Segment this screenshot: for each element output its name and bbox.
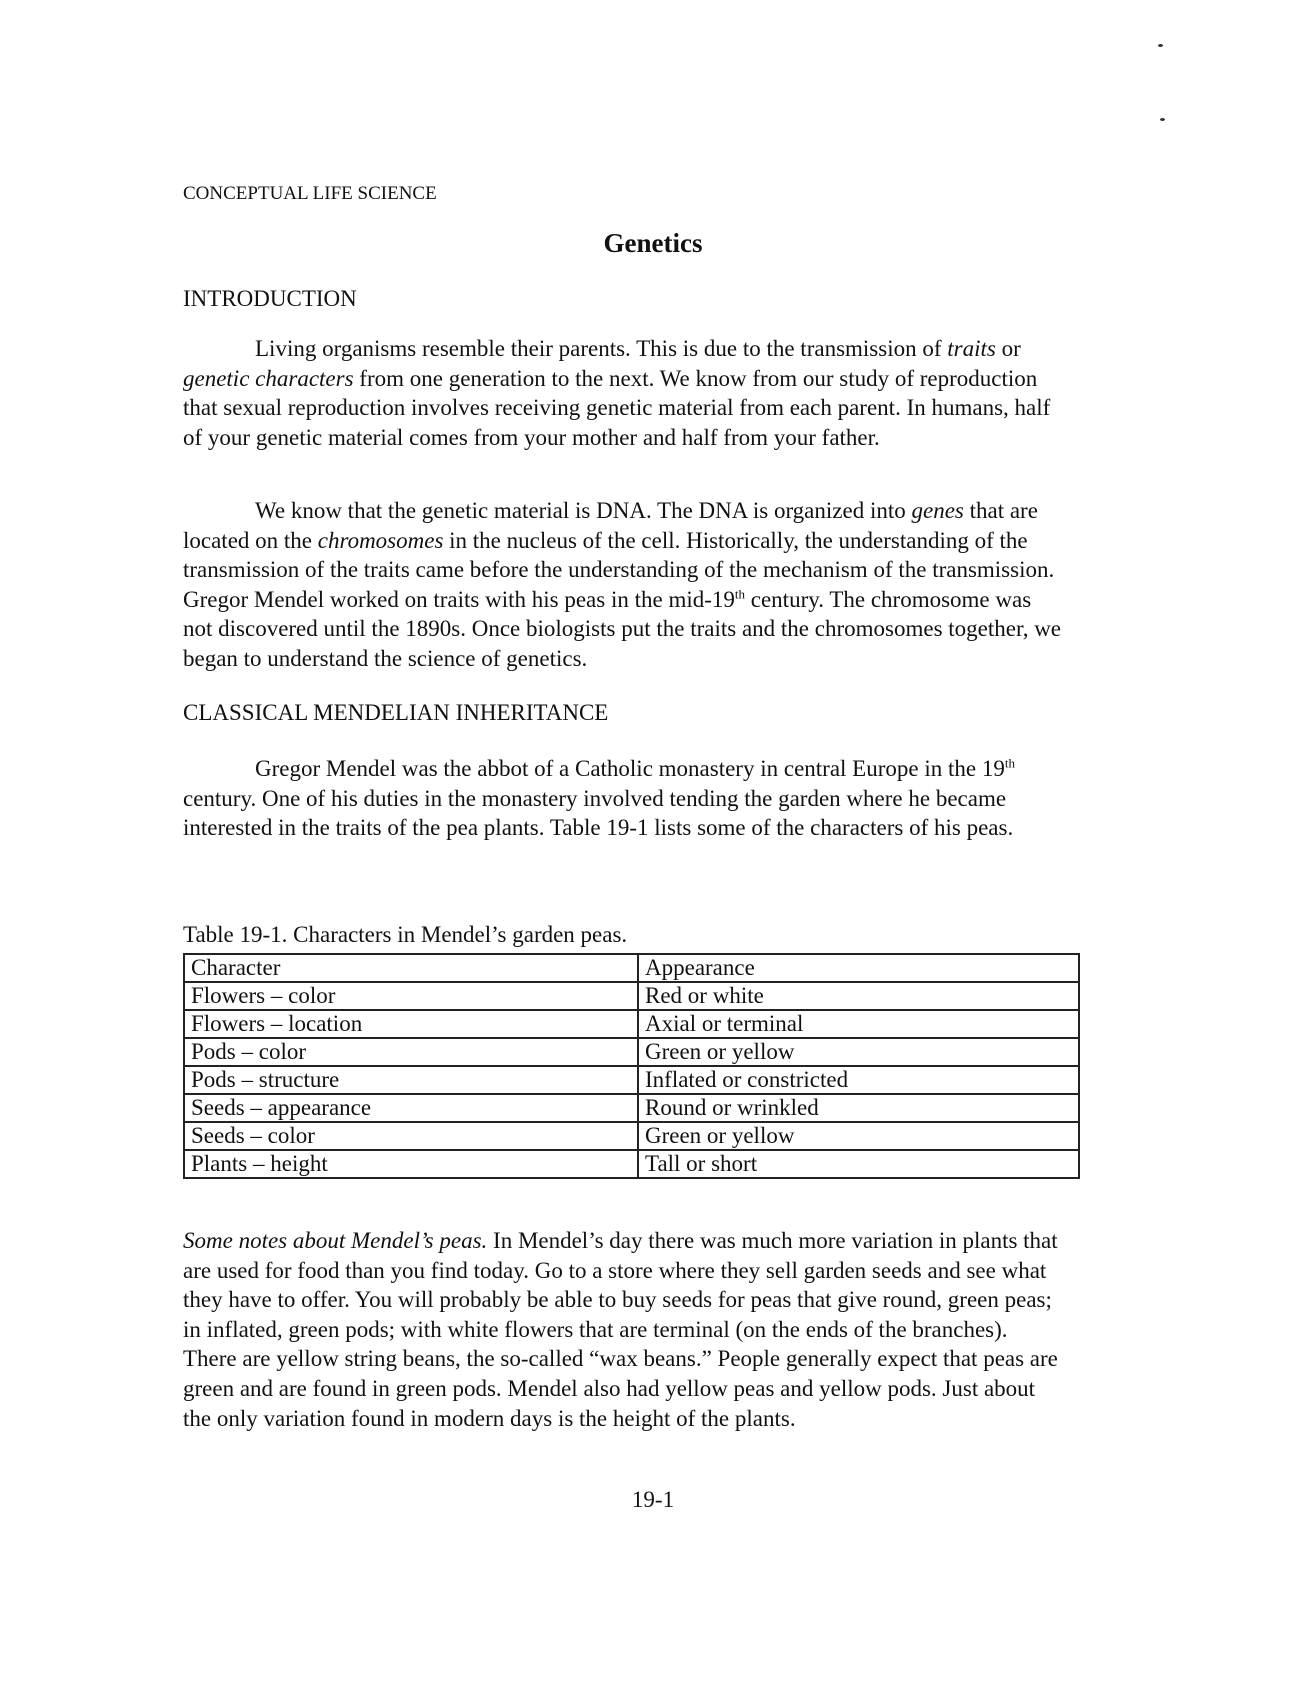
table-row [184, 982, 1079, 1010]
table-row [184, 1150, 1079, 1178]
table-cell-appearance: Red or white [638, 982, 1079, 1010]
section-heading-classical: CLASSICAL MENDELIAN INHERITANCE [183, 700, 609, 725]
table-cell-character: Flowers – color [184, 982, 638, 1010]
table-cell-appearance: Axial or terminal [638, 1010, 1079, 1038]
column-header-appearance: Appearance [638, 954, 1079, 982]
page-title: Genetics [603, 228, 703, 258]
table-cell-character: Plants – height [184, 1150, 638, 1178]
scan-speck [1158, 44, 1163, 47]
page-number: 19-1 [631, 1487, 675, 1512]
table-cell-character: Pods – structure [184, 1066, 638, 1094]
table-row [184, 1066, 1079, 1094]
table-cell-character: Pods – color [184, 1038, 638, 1066]
column-header-character: Character [184, 954, 638, 982]
table-cell-character: Flowers – location [184, 1010, 638, 1038]
table-cell-appearance: Green or yellow [638, 1038, 1079, 1066]
paragraph-intro: Living organisms resemble their parents. This is due to the transmission of traits or genetic characters from one generation to the next. We know from our study of reproduction that sexual reproduction involves receiving genetic material from each parent. In humans, half of your genetic material comes from your mother and half from your father. [183, 336, 1051, 450]
characters-table [183, 953, 1080, 1179]
paragraph-dna: We know that the genetic material is DNA. The DNA is organized into genes that are located on the chromosomes in the nucleus of the cell. Historically, the understanding of the transmission of the traits came before the understanding of the mechanism of the transmission. Gregor Mendel worked on traits with his peas in the mid-19th century. The chromosome was not discovered until the 1890s. Once biologists put the traits and the chromosomes together, we began to understand the science of genetics. [183, 498, 1062, 671]
table-cell-appearance: Round or wrinkled [638, 1094, 1079, 1122]
table-cell-appearance: Inflated or constricted [638, 1066, 1079, 1094]
table-row [184, 1038, 1079, 1066]
table-caption: Table 19-1. Characters in Mendel’s garden peas. [183, 922, 628, 947]
table-cell-appearance: Green or yellow [638, 1122, 1079, 1150]
table-cell-appearance: Tall or short [638, 1150, 1079, 1178]
paragraph-notes: Some notes about Mendel’s peas. In Mendel’s day there was much more variation in plants that are used for food than you find today. Go to a store where they sell garden seeds and see what they have to offer. You will probably be able to buy seeds for peas that give round, green peas; in inflated, green pods; with white flowers that are terminal (on the ends of the branches). There are yellow string beans, the so-called “wax beans.” People generally expect that peas are green and are found in green pods. Mendel also had yellow peas and yellow pods. Just about the only variation found in modern days is the height of the plants. [183, 1228, 1058, 1431]
table-row [184, 1010, 1079, 1038]
table-row [184, 1094, 1079, 1122]
table-cell-character: Seeds – appearance [184, 1094, 638, 1122]
table-cell-character: Seeds – color [184, 1122, 638, 1150]
paragraph-mendel: Gregor Mendel was the abbot of a Catholic monastery in central Europe in the 19th century. One of his duties in the monastery involved tending the garden where he became interested in the traits of the pea plants. Table 19-1 lists some of the characters of his peas. [183, 755, 1015, 841]
table-row [184, 1122, 1079, 1150]
course-header: CONCEPTUAL LIFE SCIENCE [183, 183, 437, 204]
scan-speck [1160, 118, 1165, 121]
section-heading-introduction: INTRODUCTION [183, 286, 357, 311]
table-header-row [184, 954, 1079, 982]
